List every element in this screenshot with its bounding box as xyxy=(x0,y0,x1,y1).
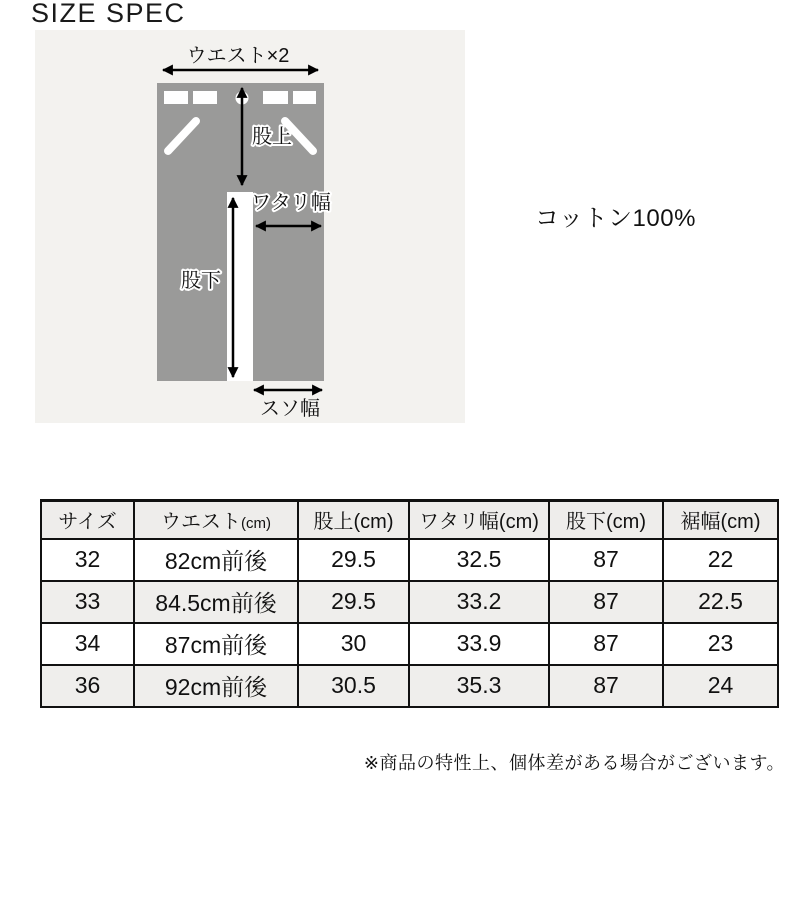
pants-diagram-svg xyxy=(35,30,465,423)
column-header-label: ウエスト xyxy=(161,511,241,534)
belt-loop xyxy=(263,91,288,104)
waist-label: ウエスト×2 xyxy=(186,45,290,67)
table-cell: 29.5 xyxy=(298,581,409,623)
table-cell: 87 xyxy=(549,581,663,623)
table-cell: 33.9 xyxy=(409,623,549,665)
table-cell: 33 xyxy=(41,581,134,623)
table-row-size-36 xyxy=(41,665,778,707)
column-header-inseam xyxy=(549,501,663,539)
table-cell: 87 xyxy=(549,623,663,665)
table-cell: 35.3 xyxy=(409,665,549,707)
disclaimer-note: ※商品の特性上、個体差がある場合がございます。 xyxy=(363,753,785,773)
table-cell: 24 xyxy=(663,665,778,707)
table-cell: 92cm前後 xyxy=(134,665,298,707)
column-header-label: 股上 xyxy=(313,511,354,534)
belt-loop xyxy=(193,91,217,104)
table-cell: 34 xyxy=(41,623,134,665)
column-header-unit: (cm) xyxy=(498,511,539,534)
header-row xyxy=(41,501,778,539)
table-cell: 87cm前後 xyxy=(134,623,298,665)
table-cell: 23 xyxy=(663,623,778,665)
table-cell: 29.5 xyxy=(298,539,409,581)
page-title: SIZE SPEC xyxy=(31,0,186,28)
pants-measurement-diagram xyxy=(35,30,465,423)
column-header-unit: (cm) xyxy=(606,511,646,534)
table-cell: 22 xyxy=(663,539,778,581)
column-header-label: サイズ xyxy=(58,511,117,534)
table-row-size-34 xyxy=(41,623,778,665)
table-cell: 33.2 xyxy=(409,581,549,623)
hem-label: スソ幅 xyxy=(260,398,320,420)
column-header-label: 裾幅 xyxy=(680,511,721,534)
belt-loop xyxy=(164,91,188,104)
inseam-label: 股下 xyxy=(181,270,221,292)
column-header-thigh xyxy=(409,501,549,539)
column-header-size xyxy=(41,501,134,539)
table-cell: 30.5 xyxy=(298,665,409,707)
table-cell: 82cm前後 xyxy=(134,539,298,581)
column-header-hem xyxy=(663,501,778,539)
table-cell: 30 xyxy=(298,623,409,665)
column-header-label: 股下 xyxy=(566,511,606,534)
size-table xyxy=(40,499,779,708)
table-cell: 32 xyxy=(41,539,134,581)
leg-gap xyxy=(227,192,253,381)
table-cell: 22.5 xyxy=(663,581,778,623)
table-cell: 84.5cm前後 xyxy=(134,581,298,623)
belt-loop xyxy=(293,91,316,104)
table-cell: 36 xyxy=(41,665,134,707)
column-header-unit: (cm) xyxy=(353,511,394,534)
column-header-waist xyxy=(134,501,298,539)
table-row-size-32 xyxy=(41,539,778,581)
material-text: コットン100% xyxy=(535,205,696,232)
table-cell: 87 xyxy=(549,539,663,581)
column-header-label: ワタリ幅 xyxy=(419,511,499,534)
column-header-unit: (cm) xyxy=(241,515,271,533)
column-header-rise xyxy=(298,501,409,539)
table-cell: 87 xyxy=(549,665,663,707)
rise-label: 股上 xyxy=(252,126,292,148)
table-row-size-33 xyxy=(41,581,778,623)
table-cell: 32.5 xyxy=(409,539,549,581)
thigh-label: ワタリ幅 xyxy=(251,192,331,214)
column-header-unit: (cm) xyxy=(720,511,761,534)
